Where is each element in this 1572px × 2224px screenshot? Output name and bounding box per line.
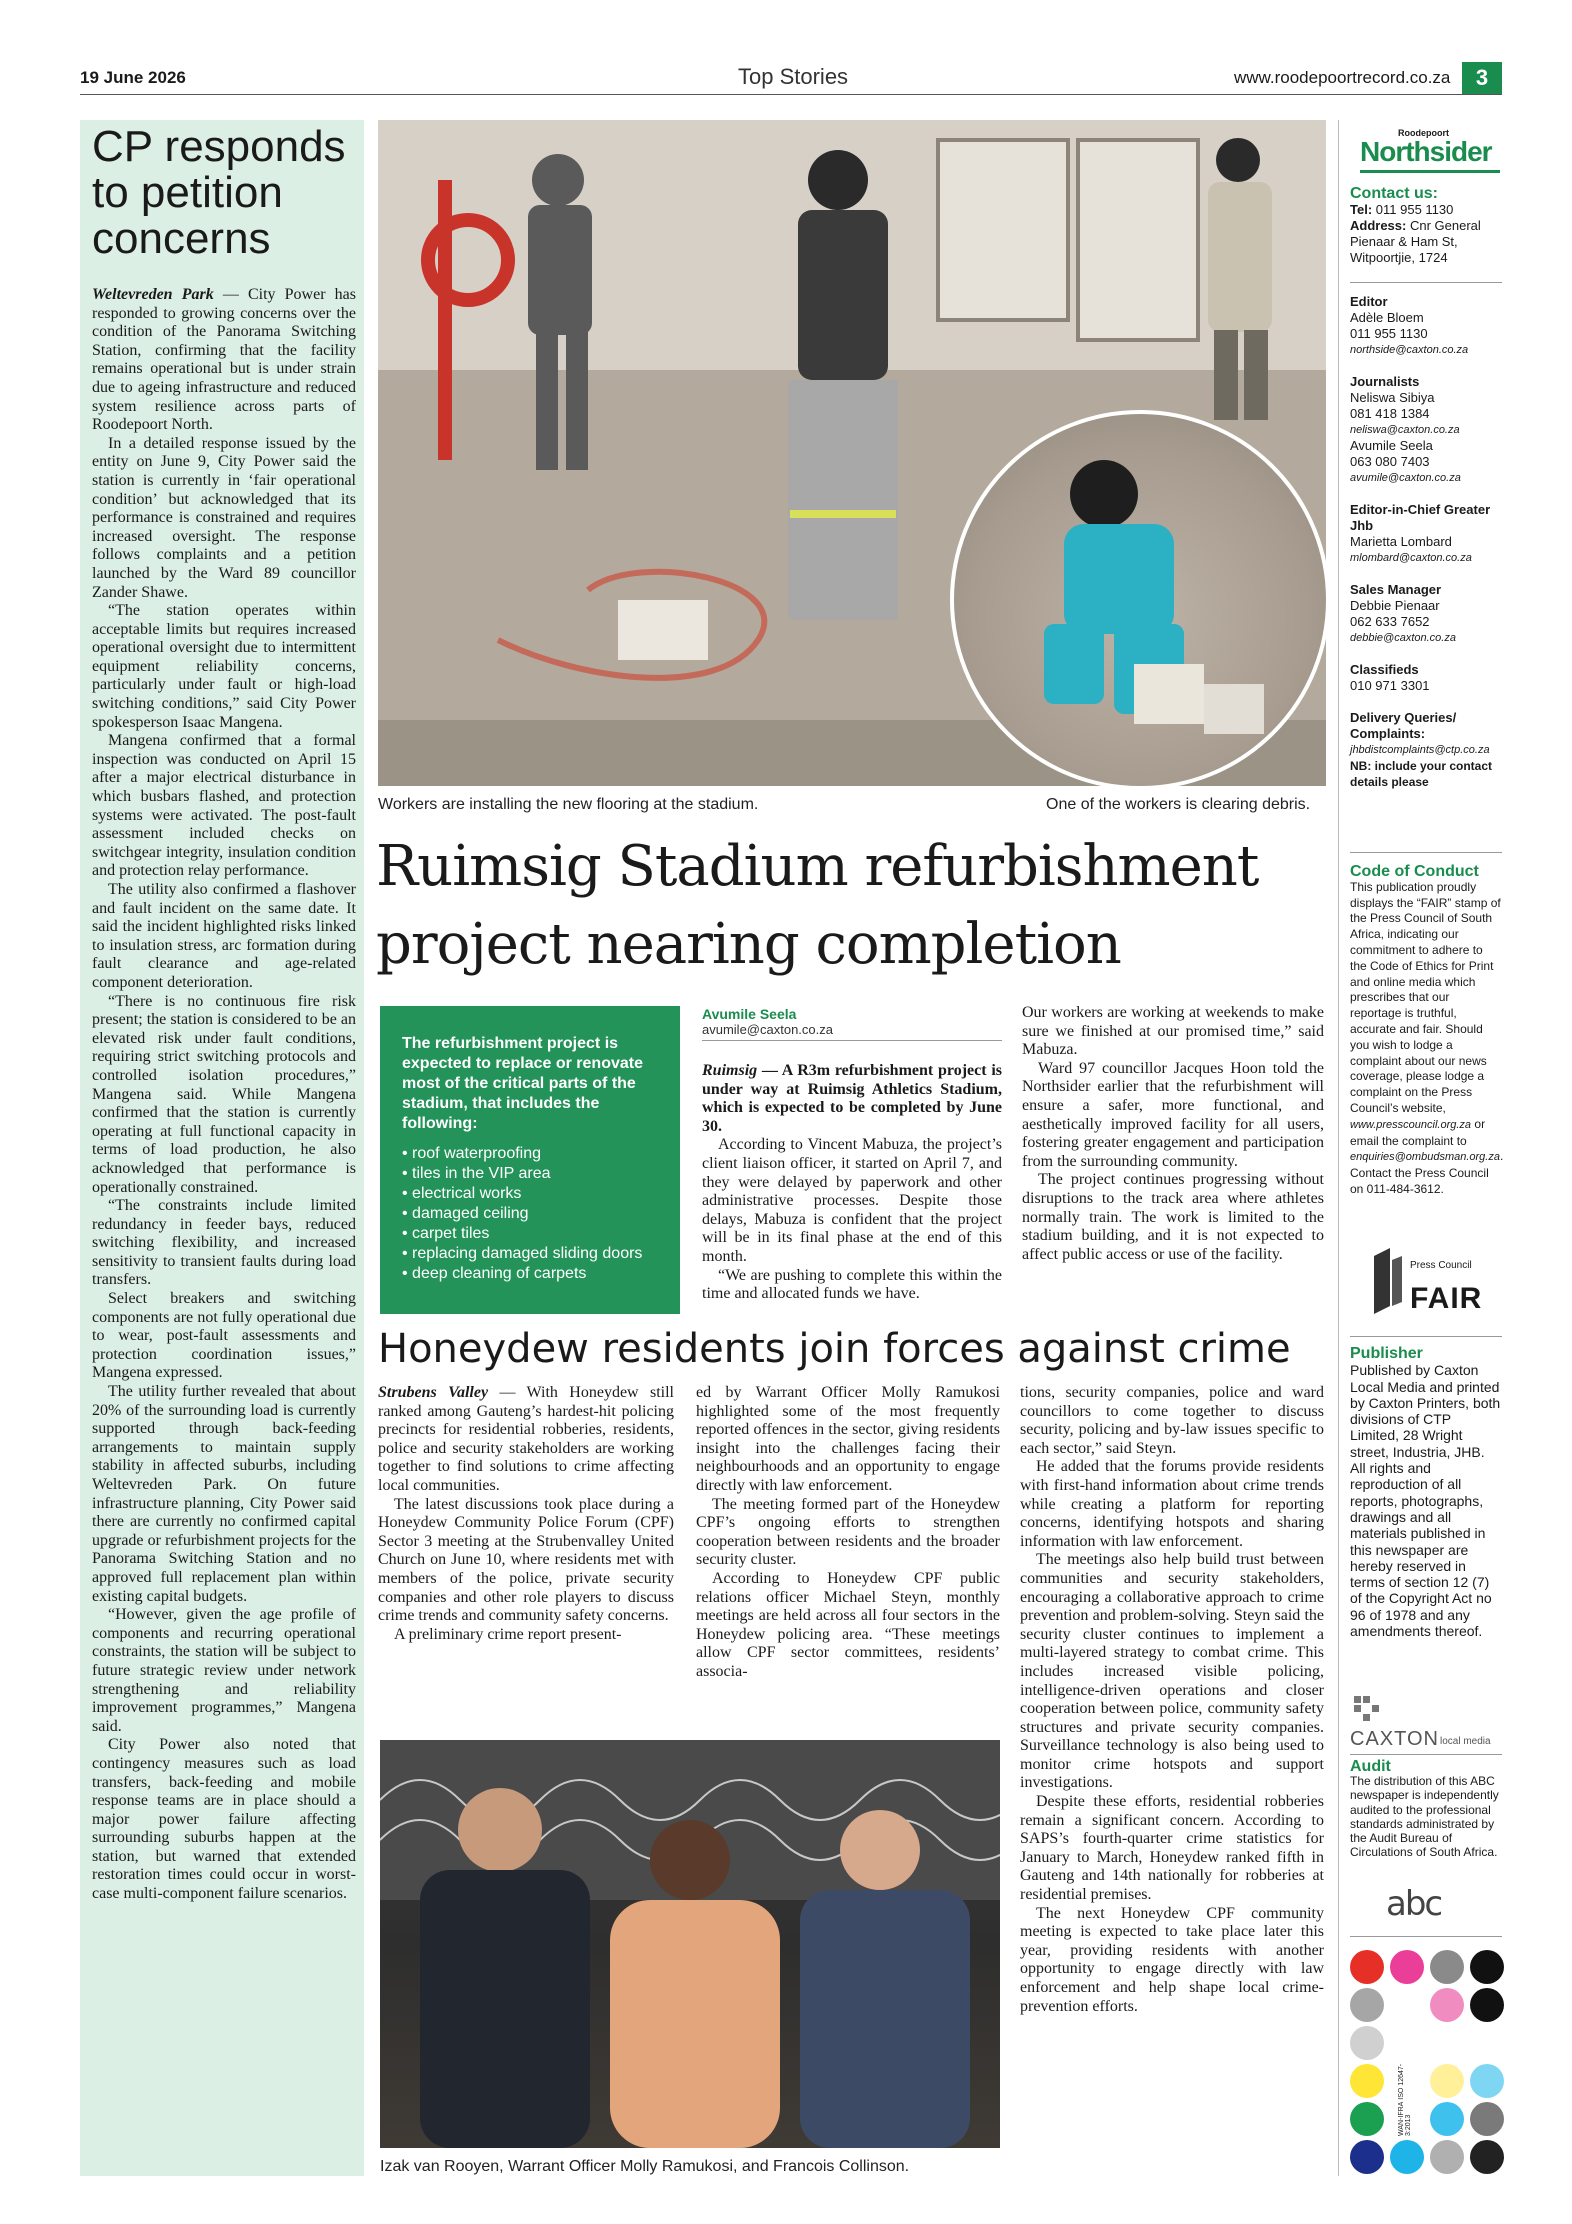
delivery-email[interactable]: jhbdistcomplaints@ctp.co.za xyxy=(1350,744,1490,756)
editor-name: Adèle Bloem xyxy=(1350,310,1424,325)
colour-dot xyxy=(1390,1950,1424,1984)
factbox-item: • roof waterproofing xyxy=(402,1144,664,1164)
left-story-paragraph: Select breakers and switching components are not fully operational due to wear, post-fault assessments and protection coordination issues,” Mangena expressed. xyxy=(92,1290,356,1382)
stadium-story-paragraph: “We are pushing to complete this within the time and allocated funds we have. xyxy=(702,1266,1002,1303)
crime-story-paragraph: According to Honeydew CPF public relations officer Michael Steyn, monthly meetings are held across all four sectors in the Honeydew policing area. “These meetings allow CPF sector committees, residents’ associa- xyxy=(696,1569,1000,1680)
crime-headline: Honeydew residents join forces against crime xyxy=(378,1326,1291,1372)
contact-heading: Contact us: xyxy=(1350,185,1438,202)
cpf-photo-illustration xyxy=(380,1740,1000,2148)
sales-name: Debbie Pienaar xyxy=(1350,598,1440,613)
left-story-dateline: Weltevreden Park xyxy=(92,286,214,303)
crime-story-paragraph: The latest discussions took place during a Honeydew Community Police Forum (CPF) Sector 3 meeting at the Strubenvalley United Church on June 10, where residents met with members of the police, private security companies and other role players to discuss crime trends and community safety concerns. xyxy=(378,1495,674,1625)
journalist-name: Neliswa Sibiya xyxy=(1350,390,1435,405)
audit-text: The distribution of this ABC newspaper is independently audited to the professional standards administrated by the Audit Bureau of Circulations of South Africa. xyxy=(1350,1774,1499,1860)
editor-heading: Editor xyxy=(1350,294,1388,309)
crime-story-paragraph: tions, security companies, police and ward councillors to come together to discuss security, policing and by-law issues specific to each sector,” said Steyn. xyxy=(1020,1384,1324,1457)
crime-dateline: Strubens Valley xyxy=(378,1384,489,1401)
colour-dot xyxy=(1350,2140,1384,2174)
fair-small-text: Press Council xyxy=(1410,1260,1472,1271)
colour-dot xyxy=(1350,1950,1384,1984)
left-story-paragraph: The utility further revealed that about 20% of the surrounding load is currently supported through back-feeding arrangements to maintain supply stability in affected suburbs, including Weltevreden Park. On future infrastructure planning, City Power said there are currently no confirmed capital upgrade or refurbishment projects for the Panorama Switching Station and no approved full replacement plan within existing capital budgets. xyxy=(92,1383,356,1605)
address-label: Address: xyxy=(1350,218,1407,233)
crime-story-paragraph: The next Honeydew CPF community meeting is expected to take place later this year, providing residents with another opportunity to engage directly with law enforcement and help shape local crime-prevention efforts. xyxy=(1020,1904,1324,2015)
crime-story-column-3 xyxy=(1020,1384,1324,2016)
cpf-meeting-photo xyxy=(380,1740,1000,2148)
contact-block xyxy=(1350,186,1502,266)
colour-dot xyxy=(1470,2140,1504,2174)
colour-dot xyxy=(1430,1988,1464,2022)
sales-email[interactable]: debbie@caxton.co.za xyxy=(1350,632,1456,644)
crime-story-paragraph: ed by Warrant Officer Molly Ramukosi highlighted some of the most frequently reported offences in the sector, giving residents insight into the challenges facing their neighbourhoods and an opportunity to engage directly with law enforcement. xyxy=(696,1384,1000,1494)
left-story-paragraph: “However, given the age profile of components and recurring operational constraints, the station will be subject to future strategic review under network strengthening and reliability improvement programmes,” Mangena said. xyxy=(92,1606,356,1735)
journalist-name: Avumile Seela xyxy=(1350,438,1433,453)
fair-stamp-icon xyxy=(1368,1246,1404,1316)
factbox-item: • deep cleaning of carpets xyxy=(402,1264,664,1284)
publisher-block xyxy=(1350,1346,1502,1639)
ifra-label xyxy=(1398,2062,1420,2136)
left-story-paragraph: “There is no continuous fire risk present; the station is considered to be an elevated risk under fault conditions, requiring strict switching protocols and controlled isolation procedures,” Mangena said. While Mangena confirmed that the station is currently operating at full functional capacity in terms of load production, he also acknowledged that performance is operationally constrained. xyxy=(92,992,356,1196)
stadium-story-paragraph: The project continues progressing without disruptions to the track area where athletes normally train. The work is limited to the stadium building, and it is not expected to affect public access or use of the facility. xyxy=(1022,1171,1324,1263)
stadium-story-column-2 xyxy=(1022,1004,1324,1264)
journalist-phone: 081 418 1384 xyxy=(1350,406,1430,421)
address-line xyxy=(1350,218,1502,266)
crime-story-column-1 xyxy=(378,1384,674,1644)
stadium-headline: Ruimsig Stadium refurbishment project nearing completion xyxy=(376,834,1259,977)
address-value: Cnr General Pienaar & Ham St, Witpoortjie, 1724 xyxy=(1350,218,1481,265)
page-number: 3 xyxy=(1462,62,1502,94)
left-story-paragraph: Mangena confirmed that a formal inspection was conducted on April 15 after a major electrical disturbance in which busbars flashed, and protection systems were activated. The post-fault assessment included checks on switchgear integrity, insulation condition and protection relay performance. xyxy=(92,732,356,880)
northsider-logo: Northsider xyxy=(1360,136,1492,167)
sidebar-divider xyxy=(1350,1336,1502,1337)
website-url[interactable]: www.roodepoortrecord.co.za xyxy=(1234,68,1451,87)
sales-heading: Sales Manager xyxy=(1350,582,1442,597)
caxton-logo-sub: local media xyxy=(1440,1736,1491,1747)
iso-text: ISO 12647-3:2013 xyxy=(1398,2063,1412,2136)
audit-block xyxy=(1350,1760,1502,1859)
worker-clearing-debris-photo xyxy=(950,410,1330,790)
left-story-paragraph: In a detailed response issued by the entity on June 9, City Power said the station is currently in ‘fair operational condition’ but acknowledged that its performance is constrained and requires increased oversight. The response follows complaints and a petition launched by the Ward 89 councillor Zander Shawe. xyxy=(92,434,356,601)
stadium-lead-text: — A R3m refurbishment project is under way at Ruimsig Athletics Stadium, which is expected to be completed by June 30. xyxy=(702,1062,1002,1135)
eic-email[interactable]: mlombard@caxton.co.za xyxy=(1350,552,1472,564)
left-story-paragraph: City Power also noted that contingency measures such as load transfers, back-feeding and mobile response teams are in place should a major power failure affecting surrounding suburbs happen at the station, but warned that extended restoration times could occur in worst-case multi-component failure scenarios. xyxy=(92,1736,356,1903)
press-council-link[interactable]: www.presscouncil.org.za xyxy=(1350,1118,1472,1131)
sidebar-rule xyxy=(1338,120,1339,2176)
code-text xyxy=(1350,880,1502,1198)
sidebar-divider xyxy=(1350,852,1502,853)
staff-block xyxy=(1350,294,1502,790)
code-text-part: . Contact the Press Council on 011-484-3612. xyxy=(1350,1149,1504,1196)
editor-phone: 011 955 1130 xyxy=(1350,326,1428,341)
caxton-logo: CAXTON xyxy=(1350,1728,1439,1750)
refurbishment-factbox xyxy=(380,1006,680,1314)
fair-text: FAIR xyxy=(1410,1282,1483,1315)
colour-dot xyxy=(1390,2140,1424,2174)
left-story-paragraph: The utility also confirmed a flashover and fault incident on the same date. It said the incident highlighted risks linked to insulation stress, arc formation during fault clearance and age-related component deterioration. xyxy=(92,881,356,991)
crime-story-paragraph: A preliminary crime report present- xyxy=(394,1625,622,1643)
stadium-story-paragraph: Ward 97 councillor Jacques Hoon told the Northsider earlier that the refurbishment will ensure a safer, more functional, and aesthetically improved facility for all users, fostering greater engagement and participation from the surrounding community. xyxy=(1022,1059,1324,1170)
ombudsman-email[interactable]: enquiries@ombudsman.org.za xyxy=(1350,1151,1500,1164)
masthead-small-text: Roodepoort xyxy=(1398,128,1449,138)
abc-logo: abc xyxy=(1386,1884,1442,1924)
tel-label: Tel: xyxy=(1350,202,1373,217)
tel-line xyxy=(1350,202,1502,218)
publisher-heading: Publisher xyxy=(1350,1345,1423,1362)
header-rule xyxy=(80,94,1502,95)
code-text-part: or email the complaint to xyxy=(1350,1116,1486,1148)
journalist-phone: 063 080 7403 xyxy=(1350,454,1430,469)
code-text-part: This publication proudly displays the “FAIR” stamp of the Press Council of South Africa, indicating our commitment to adhere to the Code of Ethics for Print and online media which prescribes that our reportage is truthful, accurate and fair. Should you wish to lodge a complaint about our news coverage, please lodge a complaint on the Press Council’s website, xyxy=(1350,879,1501,1115)
left-story-headline: CP responds to petition concerns xyxy=(92,122,346,263)
left-story-body xyxy=(92,286,356,1904)
cpf-photo-caption: Izak van Rooyen, Warrant Officer Molly Ramukosi, and Francois Collinson. xyxy=(380,2158,910,2175)
colour-dot xyxy=(1350,2026,1384,2060)
code-of-conduct-block xyxy=(1350,864,1502,1198)
factbox-item: • electrical works xyxy=(402,1184,664,1204)
sidebar-divider xyxy=(1350,1754,1502,1755)
sidebar-divider xyxy=(1350,282,1502,283)
byline-rule xyxy=(702,1040,1002,1041)
left-story-paragraph xyxy=(92,286,356,435)
colour-registration-bar xyxy=(1350,1950,1502,2176)
byline-email[interactable]: avumile@caxton.co.za xyxy=(702,1022,833,1037)
caxton-icon xyxy=(1352,1694,1382,1724)
colour-dot xyxy=(1470,1950,1504,1984)
section-label: Top Stories xyxy=(738,64,849,89)
circle-photo-illustration xyxy=(954,414,1326,786)
editor-email[interactable]: northside@caxton.co.za xyxy=(1350,344,1469,356)
factbox-intro: The refurbishment project is expected to replace or renovate most of the critical parts of the stadium, that includes the following: xyxy=(402,1035,643,1132)
colour-dot xyxy=(1470,2102,1504,2136)
code-heading: Code of Conduct xyxy=(1350,863,1479,880)
stadium-story-paragraph: According to Vincent Mabuza, the project’s client liaison officer, it started on April 7, and they were delayed by paperwork and other administrative processes. Despite those delays, Mabuza is confident that the project will be in its final phase at the end of this month. xyxy=(702,1136,1002,1265)
classifieds-heading: Classifieds xyxy=(1350,662,1419,677)
crime-story-paragraph: The meetings also help build trust between communities and security stakeholders, encouraging a collaborative approach to crime prevention and problem-solving. Steyn said the security cluster continues to implement a multi-layered strategy to combat crime. This includes increased visible policing, intelligence-driven operations and closer cooperation between police, community safety structures and private security companies. Surveillance technology is also being used to monitor crime hotspots and support investigations. xyxy=(1020,1551,1324,1792)
colour-dot xyxy=(1350,2064,1384,2098)
colour-dot xyxy=(1470,1988,1504,2022)
publisher-text: Published by Caxton Local Media and printed by Caxton Printers, both divisions of CTP Limited, 28 Wright street, Industria, JHB. All rights and reproduction of all reports, photographs, drawings and all materials published in this newspaper are hereby reserved in terms of section 12 (7) of the Copyright Act no 96 of 1978 and any amendments thereof. xyxy=(1350,1362,1501,1640)
crime-story-column-2 xyxy=(696,1384,1000,1682)
byline-name: Avumile Seela xyxy=(702,1006,797,1022)
issue-date: 19 June 2026 xyxy=(80,68,186,87)
factbox-item: • replacing damaged sliding doors xyxy=(402,1244,664,1264)
tel-value: 011 955 1130 xyxy=(1372,202,1454,217)
stadium-story-column-1 xyxy=(702,1062,1002,1304)
eic-heading: Editor-in-Chief Greater Jhb xyxy=(1350,502,1491,533)
sidebar-divider xyxy=(1350,1936,1502,1937)
circle-photo-caption: One of the workers is clearing debris. xyxy=(1046,796,1311,813)
left-story-paragraph: “The constraints include limited redundancy in feeder bays, reduced switching flexibility, and increased sensitivity to transient faults during load transfers. xyxy=(92,1197,356,1289)
journalist-email[interactable]: avumile@caxton.co.za xyxy=(1350,472,1461,484)
sales-phone: 062 633 7652 xyxy=(1350,614,1430,629)
colour-dot xyxy=(1430,2064,1464,2098)
factbox-item: • damaged ceiling xyxy=(402,1204,664,1224)
stadium-story-lead xyxy=(702,1062,1002,1136)
crime-story-paragraph xyxy=(378,1384,674,1496)
colour-dot xyxy=(1430,1950,1464,1984)
delivery-note: NB: include your contact details please xyxy=(1350,759,1493,789)
crime-story-paragraph: He added that the forums provide residents with first-hand information about crime trends while creating a platform for reporting concerns, identifying hotspots and sharing information with law enforcement. xyxy=(1020,1458,1324,1550)
colour-dot xyxy=(1430,2140,1464,2174)
crime-story-paragraph: Despite these efforts, residential robberies remain a significant concern. According to SAPS’s fourth-quarter crime statistics for January to March, Honeydew ranked fifth in Gauteng and 14th nationally for robberies at residential premises. xyxy=(1020,1793,1324,1904)
eic-name: Marietta Lombard xyxy=(1350,534,1452,549)
colour-dot xyxy=(1350,2102,1384,2136)
ifra-text: WAN-IFRA xyxy=(1398,2101,1405,2136)
colour-dot xyxy=(1470,2064,1504,2098)
journalists-heading: Journalists xyxy=(1350,374,1420,389)
stadium-story-paragraph: Our workers are working at weekends to make sure we finished at our promised time,” said Mabuza. xyxy=(1022,1004,1324,1059)
factbox-list xyxy=(402,1144,664,1284)
left-story-text: — City Power has responded to growing concerns over the condition of the Panorama Switching Station, confirming that the facility remains operational but is under strain due to ageing infrastructure and reduced system resilience across parts of Roodepoort North. xyxy=(92,286,357,434)
delivery-heading: Delivery Queries/ Complaints: xyxy=(1350,710,1457,741)
colour-dot xyxy=(1430,2102,1464,2136)
crime-lead-text: — With Honeydew still ranked among Gauteng’s hardest-hit policing precincts for residential robberies, residents, police and security stakeholders are working together to find solutions to crime affecting local communities. xyxy=(378,1384,674,1494)
classifieds-phone: 010 971 3301 xyxy=(1350,678,1430,693)
main-photo-caption: Workers are installing the new flooring at the stadium. xyxy=(378,796,759,813)
left-story-paragraph: “The station operates within acceptable limits but requires increased operational oversight due to intermittent equipment reliability concerns, particularly under fault or high-load switching conditions,” said City Power spokesperson Isaac Mangena. xyxy=(92,602,356,731)
colour-dot xyxy=(1350,1988,1384,2022)
logo-underline xyxy=(1360,170,1500,173)
factbox-item: • tiles in the VIP area xyxy=(402,1164,664,1184)
audit-heading: Audit xyxy=(1350,1758,1391,1775)
factbox-item: • carpet tiles xyxy=(402,1224,664,1244)
stadium-dateline: Ruimsig xyxy=(702,1062,758,1079)
journalist-email[interactable]: neliswa@caxton.co.za xyxy=(1350,424,1460,436)
crime-story-paragraph: The meeting formed part of the Honeydew CPF’s ongoing efforts to strengthen cooperation between residents and the broader security cluster. xyxy=(696,1495,1000,1569)
